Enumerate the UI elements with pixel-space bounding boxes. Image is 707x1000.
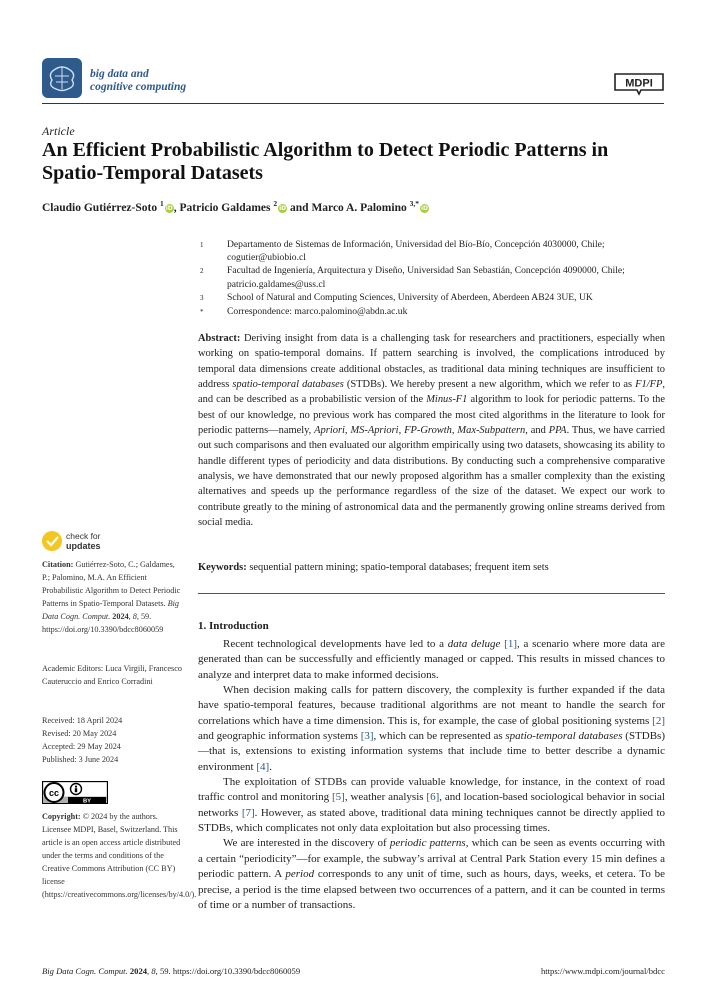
cc-by-license-badge[interactable]: [42, 781, 108, 804]
introduction-body: [198, 637, 665, 913]
citation-doi[interactable]: , 59. https://doi.org/10.3390/bdcc8060059: [42, 612, 164, 634]
journal-name-line1: big data and: [90, 68, 149, 80]
abstract-emph: MS-Apriori: [350, 425, 399, 437]
author-list: [42, 199, 672, 214]
correspondence-text[interactable]: Correspondence: marco.palomino@abdn.ac.uk: [227, 306, 408, 318]
paragraph: [198, 775, 665, 836]
footer-citation: Big Data Cogn. Comput. 2024, 8, 59. https://doi.org/10.3390/bdcc8060059: [42, 966, 301, 976]
author-affil-sup: 3,*: [409, 199, 419, 208]
text-run: , a scenario where more data are generated than can be successfully and efficiently managed or capped. This results in missed chances to analyze and interpret data to make informed decisions.: [198, 638, 665, 681]
mdpi-logo[interactable]: [611, 72, 667, 96]
abstract-emph: spatio-temporal databases: [232, 379, 344, 391]
article-type: Article: [42, 124, 75, 138]
citation-link[interactable]: [6]: [426, 791, 440, 804]
affiliation-email[interactable]: cogutier@ubiobio.cl: [227, 252, 306, 264]
affiliation-text: School of Natural and Computing Sciences, University of Aberdeen, Aberdeen AB24 3UE, UK: [227, 291, 593, 303]
text-run: corresponds to any unit of time, such as hours, days, weeks, et cetera. To be precise, a period is the time elapsed between two occurrences of a pattern, and it can be counted in terms of time or a number of transactions.: [198, 868, 665, 911]
date-published: Published: 3 June 2024: [42, 755, 119, 764]
academic-editors: [42, 662, 184, 688]
citation-text: Gutiérrez-Soto, C.; Galdames, P.; Palomino, M.A. An Efficient Probabilistic Algorithm to Detect Periodic Patterns in Spatio-Temporal Datasets.: [42, 560, 181, 608]
paragraph: [198, 683, 665, 775]
dates-block: [42, 714, 184, 766]
author-joiner: and: [287, 201, 312, 214]
keywords: [198, 561, 665, 575]
author-joiner: ,: [173, 201, 180, 214]
text-emph: data deluge: [447, 638, 501, 650]
copyright-block: [42, 810, 197, 901]
citation-link[interactable]: [2]: [652, 714, 665, 727]
affiliations: [200, 238, 665, 319]
abstract-emph: PPA: [548, 425, 567, 437]
affiliation-number: 3: [200, 293, 204, 302]
abstract-emph: FP-Growth: [404, 425, 452, 437]
author-affil-sup: 1: [159, 199, 164, 208]
citation-year: 2024: [112, 612, 129, 621]
journal-name-line2: cognitive computing: [90, 81, 187, 93]
author-name[interactable]: Marco A. Palomino: [311, 201, 407, 214]
correspondence: [200, 305, 665, 319]
affiliation-item: [200, 238, 665, 264]
affiliation-number: 2: [200, 267, 204, 276]
section-divider: [198, 593, 665, 594]
cc-icon-text: cc: [48, 788, 60, 798]
abstract-text: ,: [398, 425, 405, 437]
date-received: Received: 18 April 2024: [42, 716, 123, 725]
abstract-emph: Apriori: [314, 425, 345, 437]
badge-line1: check for: [66, 531, 101, 541]
abstract-text: (STDBs). We hereby present a new algorithm, which we refer to as: [343, 379, 636, 391]
affiliation-text: Facultad de Ingeniería, Arquitectura y Diseño, Universidad San Sebastián, Concepción 4090000, Chile;: [227, 265, 625, 277]
text-run: Recent technological developments have led to a: [223, 638, 448, 650]
editors-text: Luca Virgili, Francesco Cauteruccio and Enrico Corradini: [42, 664, 182, 686]
copyright-text: © 2024 by the authors. Licensee MDPI, Basel, Switzerland. This article is an open access article distributed under the terms and conditions of the Creative Commons Attribution (CC BY) license (https://creativecommons.org/licenses/by/4.0/).: [42, 812, 197, 899]
author-name[interactable]: Claudio Gutiérrez-Soto: [42, 201, 158, 214]
text-run: , weather analysis: [344, 791, 427, 804]
abstract-emph: Minus-F1: [426, 394, 468, 406]
citation-block: Citation: Gutiérrez-Soto, C.; Galdames, P.; Palomino, M.A. An Efficient Probabilistic Algorithm to Detect Periodic Patterns in Spatio-Temporal Datasets. Big Data Cogn. Comput. 2024, 8, 59. https://doi.org/10.3390/bdcc8060059: [42, 560, 181, 634]
affiliation-item: [200, 291, 665, 305]
affiliation-item: [200, 264, 665, 290]
text-run: . However, as stated above, traditional data mining techniques cannot be directly applied to STDBs, which complicates not only data exploitation but also processing times.: [198, 806, 666, 835]
author-name[interactable]: Patricio Galdames: [179, 201, 271, 214]
text-run: .: [269, 760, 272, 773]
abstract-text: , and can be described as a probabilistic version of the: [198, 379, 665, 406]
keywords-text: sequential pattern mining; spatio-temporal databases; frequent item sets: [246, 562, 549, 573]
footer-volume: 8: [151, 966, 156, 976]
date-accepted: Accepted: 29 May 2024: [42, 742, 121, 751]
abstract-emph: F1/FP: [635, 379, 663, 391]
footer-journal: Big Data Cogn. Comput.: [42, 966, 128, 976]
text-run: (STDBs)—that is, extensions to existing information systems that include time to better describe a dynamic environment: [198, 730, 665, 773]
orcid-icon[interactable]: iD: [279, 204, 287, 212]
citation-link[interactable]: [7]: [241, 806, 255, 819]
citation-link[interactable]: [1]: [504, 638, 517, 650]
text-run: The exploitation of STDBs can provide valuable knowledge, for instance, in the context of road traffic control and monitoring: [198, 776, 665, 804]
citation-label: Citation:: [42, 560, 74, 569]
affiliation-number: *: [200, 308, 204, 317]
page-title: An Efficient Probabilistic Algorithm to Detect Periodic Patterns in Spatio-Temporal Datasets: [42, 139, 609, 184]
footer-doi[interactable]: , 59. https://doi.org/10.3390/bdcc8060059: [155, 966, 301, 976]
abstract-text: ,: [451, 425, 458, 437]
paragraph: [198, 637, 665, 683]
abstract-text: ,: [344, 425, 351, 437]
journal-logo: [42, 58, 82, 98]
text-emph: period: [285, 868, 315, 881]
cc-by-text: BY: [82, 798, 92, 804]
citation-link[interactable]: [3]: [360, 730, 374, 743]
abstract-text: algorithm to look for periodic patterns. To the best of our knowledge, no previous work has compared the most cited algorithms in the literature to look for periodic patterns—namely,: [198, 394, 666, 437]
citation-link[interactable]: [5]: [332, 791, 345, 804]
brain-icon: [42, 58, 82, 98]
check-for-updates-badge[interactable]: [42, 529, 106, 553]
abstract-text: . Thus, we have carried out such comparisons and then evaluated our algorithm empirically using two datasets, showcasing its ability to handle different types of periodicity and data distributions. By conducting such a comprehensive comparative analysis, we have demonstrated that our newly proposed algorithm has a smaller complexity than the existing alternatives and speeds up the performance regardless of the size of the dataset. We expect our work to contribute greatly to the mining of astronomical data and the permanently growing online streams derived from social media.: [198, 425, 665, 529]
orcid-icon[interactable]: iD: [165, 204, 173, 212]
text-run: , and location-based sociological behavior in social networks: [198, 791, 665, 819]
text-run: , which can be represented as: [373, 730, 506, 743]
footer-journal-url[interactable]: https://www.mdpi.com/journal/bdcc: [540, 966, 665, 976]
citation-link[interactable]: [4]: [256, 760, 270, 773]
text-emph: spatio-temporal databases: [505, 730, 623, 743]
orcid-icon[interactable]: iD: [420, 204, 428, 212]
affiliation-text: Departamento de Sistemas de Información, Universidad del Bío-Bío, Concepción 4030000, Chile;: [227, 239, 605, 250]
citation-journal: Big Data Cogn. Comput.: [42, 599, 179, 621]
copyright-label: Copyright:: [42, 812, 81, 821]
header-rule: [42, 103, 664, 104]
keywords-label: Keywords:: [198, 562, 247, 573]
citation-volume: 8: [132, 612, 137, 621]
mdpi-logo-text: MDPI: [625, 77, 653, 90]
badge-line2: updates: [66, 541, 101, 551]
abstract: [198, 331, 665, 530]
abstract-label: Abstract:: [198, 333, 241, 344]
affiliation-email[interactable]: patricio.galdames@uss.cl: [227, 278, 326, 290]
abstract-text: Deriving insight from data is a challenging task for researchers and practitioners, especially when working on spatio-temporal domains. If pattern searching is involved, the complications introduced by temporal data dimensions create additional obstacles, as traditional data mining techniques are insufficient to address: [198, 333, 665, 391]
footer-year: 2024: [129, 966, 148, 976]
section-heading: 1. Introduction: [198, 620, 269, 632]
abstract-text: , and: [525, 425, 549, 437]
journal-name[interactable]: [90, 68, 240, 94]
paragraph: [198, 836, 665, 913]
text-run: We are interested in the discovery of: [223, 837, 390, 850]
text-run: , which can be seen as events occurring with a certain “periodicity”—for example, the subway’s arrival at Central Park Station every 15 min defines a periodic pattern. A: [198, 837, 666, 881]
author-affil-sup: 2: [273, 199, 278, 208]
text-run: When decision making calls for pattern discovery, the complexity is further expanded if the data have spatio-temporal features, because traditional algorithms are not meant to handle the search for correlations which have a time dimension. This is, for example, the case of global positioning systems: [198, 684, 665, 727]
text-emph: periodic patterns: [389, 837, 466, 850]
abstract-emph: Max-Subpattern: [457, 425, 526, 437]
date-revised: Revised: 20 May 2024: [42, 729, 117, 738]
affiliation-number: 1: [200, 241, 204, 249]
text-run: and geographic information systems: [198, 730, 361, 743]
editors-label: Academic Editors:: [42, 664, 104, 673]
